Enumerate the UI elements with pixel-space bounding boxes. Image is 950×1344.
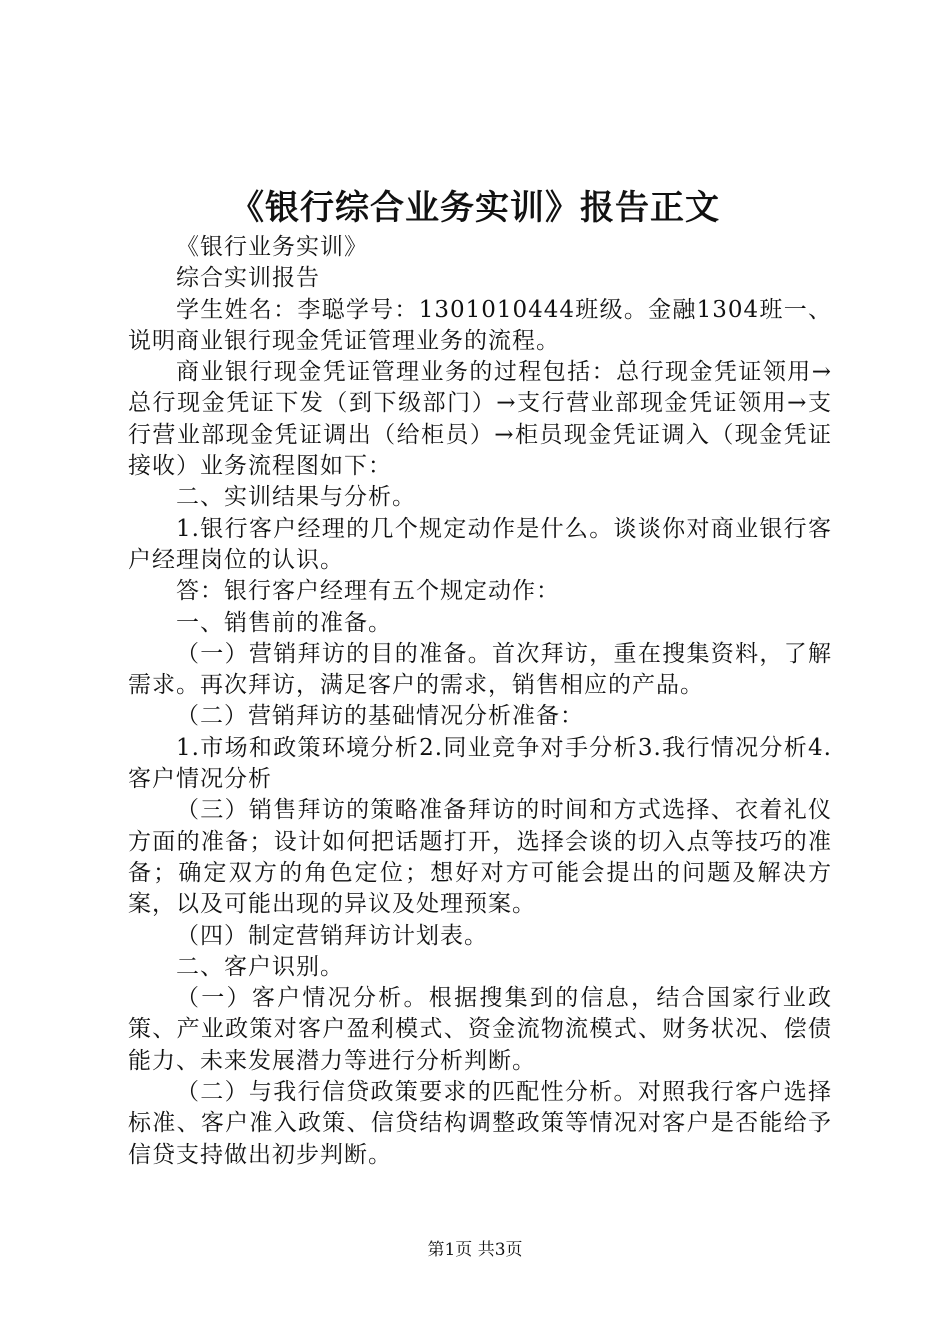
paragraph: 1.银行客户经理的几个规定动作是什么。谈谈你对商业银行客户经理岗位的认识。 <box>128 515 832 573</box>
paragraph: （一）营销拜访的目的准备。首次拜访，重在搜集资料，了解需求。再次拜访，满足客户的需求，销售相应的产品。 <box>128 640 832 699</box>
paragraph: （二）营销拜访的基础情况分析准备： <box>176 703 584 730</box>
document-title: 《银行综合业务实训》报告正文 <box>230 188 720 228</box>
paragraph: 学生姓名：李聪学号：1301010444班级。金融1304班一、说明商业银行现金凭证管理业务的流程。 <box>128 296 832 354</box>
paragraph: 二、实训结果与分析。 <box>176 484 416 511</box>
paragraph: （二）与我行信贷政策要求的匹配性分析。对照我行客户选择标准、客户准入政策、信贷结构调整政策等情况对客户是否能给予信贷支持做出初步判断。 <box>128 1079 832 1168</box>
paragraph: 答：银行客户经理有五个规定动作： <box>176 578 560 605</box>
paragraph: 综合实训报告 <box>176 265 320 292</box>
paragraph: 商业银行现金凭证管理业务的过程包括：总行现金凭证领用→总行现金凭证下发（到下级部门）→支行营业部现金凭证领用→支行营业部现金凭证调出（给柜员）→柜员现金凭证调入（现金凭证接收）业务流程图如下： <box>128 359 832 480</box>
paragraph: （三）销售拜访的策略准备拜访的时间和方式选择、衣着礼仪方面的准备；设计如何把话题打开，选择会谈的切入点等技巧的准备；确定双方的角色定位；想好对方可能会提出的问题及解决方案，以及可能出现的异议及处理预案。 <box>128 797 832 918</box>
page-number-footer: 第1页 共3页 <box>427 1240 523 1260</box>
paragraph: （一）客户情况分析。根据搜集到的信息，结合国家行业政策、产业政策对客户盈利模式、资金流物流模式、财务状况、偿债能力、未来发展潜力等进行分析判断。 <box>128 985 832 1074</box>
paragraph: 1.市场和政策环境分析2.同业竞争对手分析3.我行情况分析4.客户情况分析 <box>128 734 832 793</box>
paragraph: （四）制定营销拜访计划表。 <box>176 922 488 949</box>
paragraph: 二、客户识别。 <box>176 953 344 980</box>
paragraph: 一、销售前的准备。 <box>176 609 392 636</box>
document-body <box>128 232 832 1171</box>
paragraph: 《银行业务实训》 <box>176 234 368 260</box>
